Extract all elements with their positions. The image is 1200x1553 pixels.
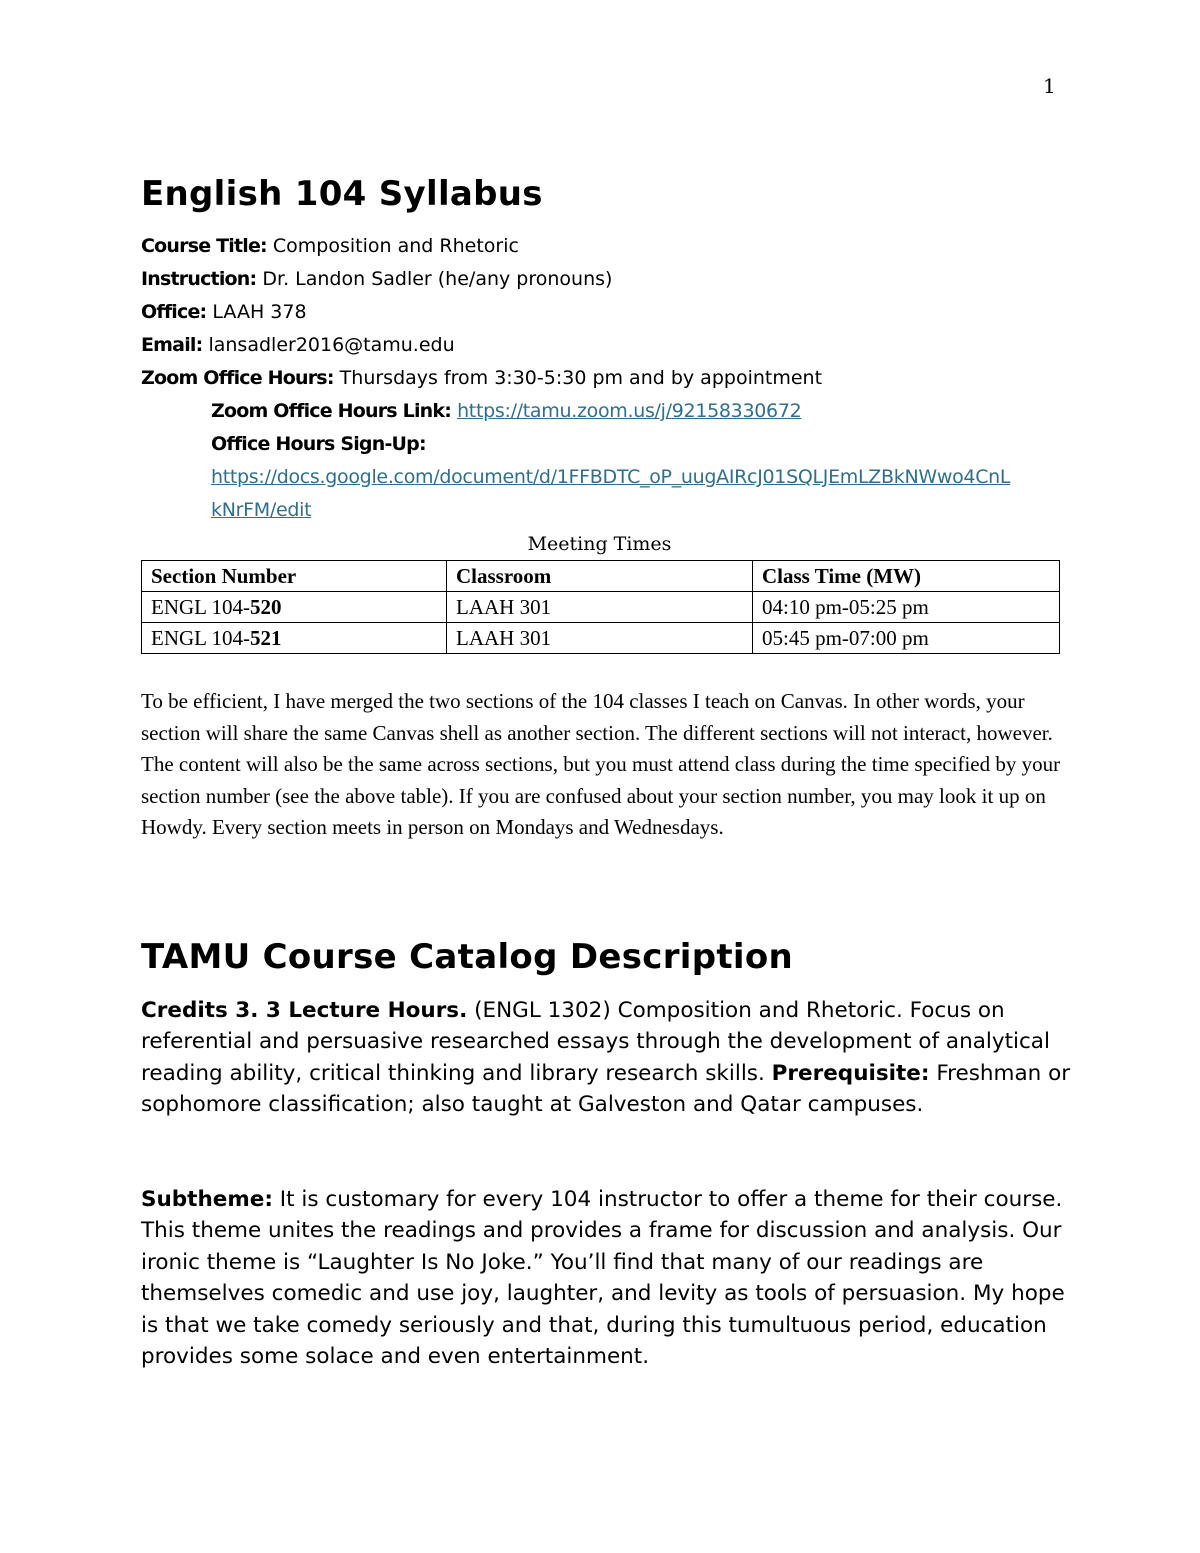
classroom-cell: LAAH 301	[447, 592, 753, 623]
email-line	[141, 329, 1010, 362]
course-title-value: Composition and Rhetoric	[272, 235, 519, 257]
time-cell: 05:45 pm-07:00 pm	[753, 623, 1060, 654]
section-cell	[142, 623, 447, 654]
section-prefix: ENGL 104-	[151, 594, 250, 619]
course-title-label: Course Title:	[141, 235, 267, 257]
time-cell: 04:10 pm-05:25 pm	[753, 592, 1060, 623]
section-cell	[142, 592, 447, 623]
classroom-cell: LAAH 301	[447, 623, 753, 654]
section-prefix: ENGL 104-	[151, 625, 250, 650]
email-value: lansadler2016@tamu.edu	[208, 334, 455, 356]
catalog-description	[141, 995, 1081, 1121]
catalog-heading: TAMU Course Catalog Description	[141, 937, 794, 977]
instruction-label: Instruction:	[141, 268, 257, 290]
office-label: Office:	[141, 301, 207, 323]
email-label: Email:	[141, 334, 203, 356]
zoom-link-line	[141, 395, 1010, 428]
table-row	[142, 623, 1060, 654]
course-info	[141, 230, 1010, 527]
zoom-hours-value: Thursdays from 3:30-5:30 pm and by appointment	[339, 367, 823, 389]
signup-line	[141, 428, 1010, 461]
section-number: 521	[249, 625, 282, 650]
prerequisite-label: Prerequisite:	[771, 1060, 930, 1086]
header-class-time: Class Time (MW)	[753, 561, 1060, 592]
instruction-value: Dr. Landon Sadler (he/any pronouns)	[262, 268, 613, 290]
office-line	[141, 296, 1010, 329]
subtheme-label: Subtheme:	[141, 1187, 273, 1212]
zoom-hours-label: Zoom Office Hours:	[141, 367, 334, 389]
zoom-hours-line	[141, 362, 1010, 395]
section-number: 520	[249, 594, 282, 619]
signup-link-line-1	[141, 461, 1010, 494]
header-section-number: Section Number	[142, 561, 447, 592]
office-value: LAAH 378	[212, 301, 307, 323]
sections-paragraph: To be efficient, I have merged the two sections of the 104 classes I teach on Canvas. In other words, your section will share the same Canvas shell as another section. The different sections will not interact, however. The content will also be the same across sections, but you must attend class during the time specified by your section number (see the above table). If you are confused about your section number, you may look it up on Howdy. Every section meets in person on Mondays and Wednesdays.	[141, 689, 1061, 839]
page-title: English 104 Syllabus	[141, 174, 543, 214]
zoom-link-label: Zoom Office Hours Link:	[211, 400, 452, 422]
meeting-times-caption: Meeting Times	[527, 533, 672, 555]
prerequisite-text: Freshman or sophomore classification; also taught at Galveston and Qatar campuses.	[141, 1060, 1071, 1118]
signup-label: Office Hours Sign-Up:	[211, 433, 426, 455]
meeting-times-table	[141, 560, 1060, 654]
zoom-link[interactable]: https://tamu.zoom.us/j/92158330672	[457, 400, 802, 422]
signup-link-continued[interactable]: kNrFM/edit	[211, 499, 312, 521]
credits-label: Credits 3. 3 Lecture Hours.	[141, 998, 468, 1023]
page-number: 1	[1043, 74, 1056, 98]
subtheme-paragraph	[141, 1184, 1081, 1372]
catalog-description-text: (ENGL 1302) Composition and Rhetoric. Focus on referential and persuasive researched essays through the development of analytical reading ability, critical thinking and library research skills.	[141, 998, 1050, 1086]
table-row	[142, 592, 1060, 623]
signup-link-line-2	[141, 494, 1010, 527]
course-title-line	[141, 230, 1010, 263]
table-header-row	[142, 561, 1060, 592]
header-classroom: Classroom	[447, 561, 753, 592]
subtheme-text: It is customary for every 104 instructor to offer a theme for their course. This theme unites the readings and provides a frame for discussion and analysis. Our ironic theme is “Laughter Is No Joke.” You’ll find that many of our readings are themselves comedic and use joy, laughter, and levity as tools of persuasion. My hope is that we take comedy seriously and that, during this tumultuous period, education provides some solace and even entertainment.	[141, 1187, 1065, 1370]
instruction-line	[141, 263, 1010, 296]
signup-link[interactable]: https://docs.google.com/document/d/1FFBDTC_oP_uugAIRcJ01SQLJEmLZBkNWwo4CnL	[211, 466, 1011, 488]
